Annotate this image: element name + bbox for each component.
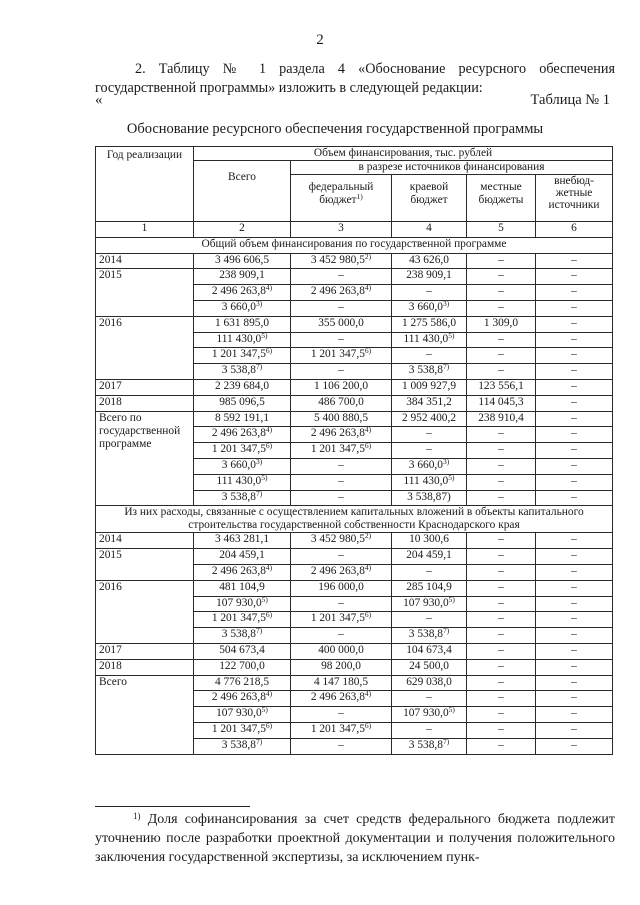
cell-year: 2014 bbox=[96, 253, 194, 269]
cell-regional: 1 009 927,9 bbox=[392, 379, 467, 395]
cell-extra: – bbox=[536, 379, 613, 395]
header-federal: федеральный бюджет$^{1)}$ bbox=[291, 175, 392, 222]
cell-total: 3 660,0$^{3)}$ bbox=[194, 458, 291, 474]
cell-local: – bbox=[467, 427, 536, 443]
cell-extra: – bbox=[536, 300, 613, 316]
cell-federal: 2 496 263,8$^{4)}$ bbox=[291, 427, 392, 443]
cell-federal: – bbox=[291, 628, 392, 644]
cell-federal: – bbox=[291, 269, 392, 285]
cell-regional: 107 930,0$^{5)}$ bbox=[392, 596, 467, 612]
cell-regional: 111 430,0$^{5)}$ bbox=[392, 332, 467, 348]
cell-local: – bbox=[467, 253, 536, 269]
header-volume: Объем финансирования, тыс. рублей bbox=[194, 147, 613, 161]
cell-local: – bbox=[467, 722, 536, 738]
cell-total-label: Всего по государственной программе bbox=[96, 411, 194, 506]
cell-regional: – bbox=[392, 722, 467, 738]
cell-total: 3 496 606,5 bbox=[194, 253, 291, 269]
header-sources: в разрезе источников финансирования bbox=[291, 161, 613, 175]
cell-local: – bbox=[467, 659, 536, 675]
cell-regional: 3 660,0$^{3)}$ bbox=[392, 458, 467, 474]
cell-total: 238 909,1 bbox=[194, 269, 291, 285]
cell-extra: – bbox=[536, 490, 613, 506]
page-number: 2 bbox=[316, 32, 324, 48]
cell-extra: – bbox=[536, 316, 613, 332]
open-quote: « bbox=[95, 92, 103, 108]
cell-regional: 24 500,0 bbox=[392, 659, 467, 675]
cell-federal: 1 201 347,5$^{6)}$ bbox=[291, 348, 392, 364]
cell-local: – bbox=[467, 564, 536, 580]
cell-year: 2014 bbox=[96, 533, 194, 549]
cell-regional: 384 351,2 bbox=[392, 395, 467, 411]
cell-total: 3 538,8$^{7)}$ bbox=[194, 364, 291, 380]
cell-federal: – bbox=[291, 474, 392, 490]
cell-extra: – bbox=[536, 411, 613, 427]
cell-local: – bbox=[467, 596, 536, 612]
cell-regional: – bbox=[392, 564, 467, 580]
cell-year: 2018 bbox=[96, 395, 194, 411]
cell-regional: – bbox=[392, 427, 467, 443]
cell-local: – bbox=[467, 348, 536, 364]
header-regional: краевой бюджет bbox=[392, 175, 467, 222]
cell-federal: 196 000,0 bbox=[291, 580, 392, 596]
cell-regional: 285 104,9 bbox=[392, 580, 467, 596]
table-row bbox=[96, 533, 613, 549]
cell-total: 2 496 263,8$^{4)}$ bbox=[194, 564, 291, 580]
cell-local: – bbox=[467, 269, 536, 285]
cell-extra: – bbox=[536, 395, 613, 411]
cell-regional: 238 909,1 bbox=[392, 269, 467, 285]
table-total-row bbox=[96, 675, 613, 691]
cell-total: 204 459,1 bbox=[194, 549, 291, 565]
cell-local: – bbox=[467, 474, 536, 490]
table-row bbox=[96, 316, 613, 332]
cell-extra: – bbox=[536, 707, 613, 723]
cell-total: 4 776 218,5 bbox=[194, 675, 291, 691]
cell-total: 111 430,0$^{5)}$ bbox=[194, 474, 291, 490]
cell-regional: – bbox=[392, 285, 467, 301]
cell-federal: 4 147 180,5 bbox=[291, 675, 392, 691]
cell-federal: – bbox=[291, 332, 392, 348]
cell-extra: – bbox=[536, 285, 613, 301]
cell-regional: 629 038,0 bbox=[392, 675, 467, 691]
cell-regional: 3 538,8$^{7)}$ bbox=[392, 738, 467, 754]
cell-total: 3 538,8$^{7)}$ bbox=[194, 738, 291, 754]
cell-federal: 3 452 980,5$^{2)}$ bbox=[291, 533, 392, 549]
cell-local: – bbox=[467, 628, 536, 644]
cell-total: 3 660,0$^{3)}$ bbox=[194, 300, 291, 316]
cell-regional: – bbox=[392, 691, 467, 707]
cell-federal: 98 200,0 bbox=[291, 659, 392, 675]
cell-federal: – bbox=[291, 490, 392, 506]
header-local: местные бюджеты bbox=[467, 175, 536, 222]
cell-regional: 104 673,4 bbox=[392, 643, 467, 659]
cell-federal: 1 201 347,5$^{6)}$ bbox=[291, 612, 392, 628]
cell-total: 1 201 347,5$^{6)}$ bbox=[194, 348, 291, 364]
cell-local: – bbox=[467, 364, 536, 380]
cell-extra: – bbox=[536, 643, 613, 659]
cell-local: – bbox=[467, 738, 536, 754]
cell-local: – bbox=[467, 300, 536, 316]
cell-regional: – bbox=[392, 348, 467, 364]
table-title: Обоснование ресурсного обеспечения государственной программы bbox=[126, 121, 544, 137]
cell-extra: – bbox=[536, 549, 613, 565]
funding-table bbox=[95, 146, 613, 755]
cell-local: 238 910,4 bbox=[467, 411, 536, 427]
cell-regional: 3 538,8$^{7)}$ bbox=[392, 628, 467, 644]
cell-extra: – bbox=[536, 628, 613, 644]
cell-regional: 3 660,0$^{3)}$ bbox=[392, 300, 467, 316]
cell-total: 1 201 347,5$^{6)}$ bbox=[194, 443, 291, 459]
cell-total: 111 430,0$^{5)}$ bbox=[194, 332, 291, 348]
cell-total: 2 496 263,8$^{4)}$ bbox=[194, 427, 291, 443]
cell-total: 504 673,4 bbox=[194, 643, 291, 659]
cell-local: – bbox=[467, 443, 536, 459]
cell-extra: – bbox=[536, 691, 613, 707]
cell-total: 2 496 263,8$^{4)}$ bbox=[194, 691, 291, 707]
cell-extra: – bbox=[536, 348, 613, 364]
cell-year: 2017 bbox=[96, 379, 194, 395]
cell-extra: – bbox=[536, 443, 613, 459]
cell-extra: – bbox=[536, 612, 613, 628]
cell-year: 2018 bbox=[96, 659, 194, 675]
cell-regional: 2 952 400,2 bbox=[392, 411, 467, 427]
cell-total: 3 538,8$^{7)}$ bbox=[194, 628, 291, 644]
header-total: Всего bbox=[194, 161, 291, 222]
table-label: Таблица № 1 bbox=[530, 92, 610, 108]
cell-extra: – bbox=[536, 580, 613, 596]
cell-total: 1 201 347,5$^{6)}$ bbox=[194, 722, 291, 738]
cell-extra: – bbox=[536, 427, 613, 443]
cell-extra: – bbox=[536, 269, 613, 285]
cell-regional: 111 430,0$^{5)}$ bbox=[392, 474, 467, 490]
column-numbers-row bbox=[96, 222, 613, 238]
cell-total: 107 930,0$^{5)}$ bbox=[194, 707, 291, 723]
cell-federal: – bbox=[291, 596, 392, 612]
cell-federal: 1 201 347,5$^{6)}$ bbox=[291, 443, 392, 459]
cell-local: – bbox=[467, 580, 536, 596]
cell-extra: – bbox=[536, 675, 613, 691]
cell-local: – bbox=[467, 458, 536, 474]
table-row bbox=[96, 395, 613, 411]
header-extra: внебюд-жетные источники bbox=[536, 175, 613, 222]
cell-regional: 43 626,0 bbox=[392, 253, 467, 269]
cell-federal: – bbox=[291, 458, 392, 474]
cell-total: 122 700,0 bbox=[194, 659, 291, 675]
cell-federal: – bbox=[291, 364, 392, 380]
table-row bbox=[96, 643, 613, 659]
section-title-capital: Из них расходы, связанные с осуществлением капитальных вложений в объекты капитального строительства государственной собственности Краснодарского края bbox=[96, 506, 613, 533]
cell-federal: 2 496 263,8$^{4)}$ bbox=[291, 285, 392, 301]
column-number: 3 bbox=[291, 222, 392, 238]
cell-federal: 2 496 263,8$^{4)}$ bbox=[291, 564, 392, 580]
cell-regional: 1 275 586,0 bbox=[392, 316, 467, 332]
cell-local: – bbox=[467, 533, 536, 549]
cell-regional: 10 300,6 bbox=[392, 533, 467, 549]
cell-federal: – bbox=[291, 738, 392, 754]
section-title-total: Общий объем финансирования по государственной программе bbox=[96, 237, 613, 253]
cell-regional: 3 538,87) bbox=[392, 490, 467, 506]
cell-extra: – bbox=[536, 458, 613, 474]
cell-total: 1 631 895,0 bbox=[194, 316, 291, 332]
cell-total: 1 201 347,5$^{6)}$ bbox=[194, 612, 291, 628]
table-row bbox=[96, 549, 613, 565]
table-row bbox=[96, 659, 613, 675]
cell-local: 123 556,1 bbox=[467, 379, 536, 395]
cell-local: – bbox=[467, 675, 536, 691]
footnote-separator bbox=[95, 806, 250, 807]
cell-regional: 107 930,0$^{5)}$ bbox=[392, 707, 467, 723]
cell-year: 2015 bbox=[96, 269, 194, 316]
column-number: 5 bbox=[467, 222, 536, 238]
table-row bbox=[96, 379, 613, 395]
cell-extra: – bbox=[536, 533, 613, 549]
cell-extra: – bbox=[536, 596, 613, 612]
cell-federal: 400 000,0 bbox=[291, 643, 392, 659]
cell-extra: – bbox=[536, 364, 613, 380]
cell-extra: – bbox=[536, 253, 613, 269]
cell-federal: – bbox=[291, 300, 392, 316]
cell-federal: – bbox=[291, 707, 392, 723]
table-row bbox=[96, 253, 613, 269]
column-number: 1 bbox=[96, 222, 194, 238]
cell-federal: 3 452 980,5$^{2)}$ bbox=[291, 253, 392, 269]
cell-total: 3 463 281,1 bbox=[194, 533, 291, 549]
cell-extra: – bbox=[536, 474, 613, 490]
cell-local: – bbox=[467, 612, 536, 628]
cell-federal: 2 496 263,8$^{4)}$ bbox=[291, 691, 392, 707]
cell-federal: – bbox=[291, 549, 392, 565]
cell-total-label: Всего bbox=[96, 675, 194, 754]
cell-federal: 355 000,0 bbox=[291, 316, 392, 332]
header-year: Год реализации bbox=[96, 147, 194, 222]
cell-federal: 1 201 347,5$^{6)}$ bbox=[291, 722, 392, 738]
cell-regional: – bbox=[392, 612, 467, 628]
cell-local: – bbox=[467, 707, 536, 723]
cell-local: – bbox=[467, 643, 536, 659]
cell-extra: – bbox=[536, 722, 613, 738]
column-number: 2 bbox=[194, 222, 291, 238]
cell-local: – bbox=[467, 285, 536, 301]
cell-total: 2 496 263,8$^{4)}$ bbox=[194, 285, 291, 301]
cell-regional: – bbox=[392, 443, 467, 459]
cell-total: 8 592 191,1 bbox=[194, 411, 291, 427]
column-number: 4 bbox=[392, 222, 467, 238]
cell-year: 2017 bbox=[96, 643, 194, 659]
table-row bbox=[96, 580, 613, 596]
column-number: 6 bbox=[536, 222, 613, 238]
cell-federal: 5 400 880,5 bbox=[291, 411, 392, 427]
cell-extra: – bbox=[536, 332, 613, 348]
cell-year: 2016 bbox=[96, 316, 194, 379]
cell-local: 114 045,3 bbox=[467, 395, 536, 411]
cell-total: 2 239 684,0 bbox=[194, 379, 291, 395]
table-total-row bbox=[96, 411, 613, 427]
footnote: $^{1)}$ Доля софинансирования за счет средств федерального бюджета подлежит уточнению после разработки проектной документации и получения положительного заключения государственной экспертизы, за исключением пунк- bbox=[95, 811, 616, 865]
cell-total: 481 104,9 bbox=[194, 580, 291, 596]
cell-federal: 1 106 200,0 bbox=[291, 379, 392, 395]
cell-regional: 204 459,1 bbox=[392, 549, 467, 565]
cell-extra: – bbox=[536, 738, 613, 754]
cell-local: – bbox=[467, 490, 536, 506]
cell-year: 2015 bbox=[96, 549, 194, 581]
cell-extra: – bbox=[536, 564, 613, 580]
cell-total: 107 930,0$^{5)}$ bbox=[194, 596, 291, 612]
cell-local: – bbox=[467, 691, 536, 707]
cell-local: – bbox=[467, 332, 536, 348]
cell-total: 985 096,5 bbox=[194, 395, 291, 411]
cell-local: 1 309,0 bbox=[467, 316, 536, 332]
cell-regional: 3 538,8$^{7)}$ bbox=[392, 364, 467, 380]
cell-federal: 486 700,0 bbox=[291, 395, 392, 411]
cell-local: – bbox=[467, 549, 536, 565]
cell-total: 3 538,8$^{7)}$ bbox=[194, 490, 291, 506]
table-row bbox=[96, 269, 613, 285]
cell-year: 2016 bbox=[96, 580, 194, 643]
cell-extra: – bbox=[536, 659, 613, 675]
intro-paragraph: 2. Таблицу № 1 раздела 4 «Обоснование ресурсного обеспечения государственной программы» изложить в следующей редакции: bbox=[95, 61, 615, 96]
